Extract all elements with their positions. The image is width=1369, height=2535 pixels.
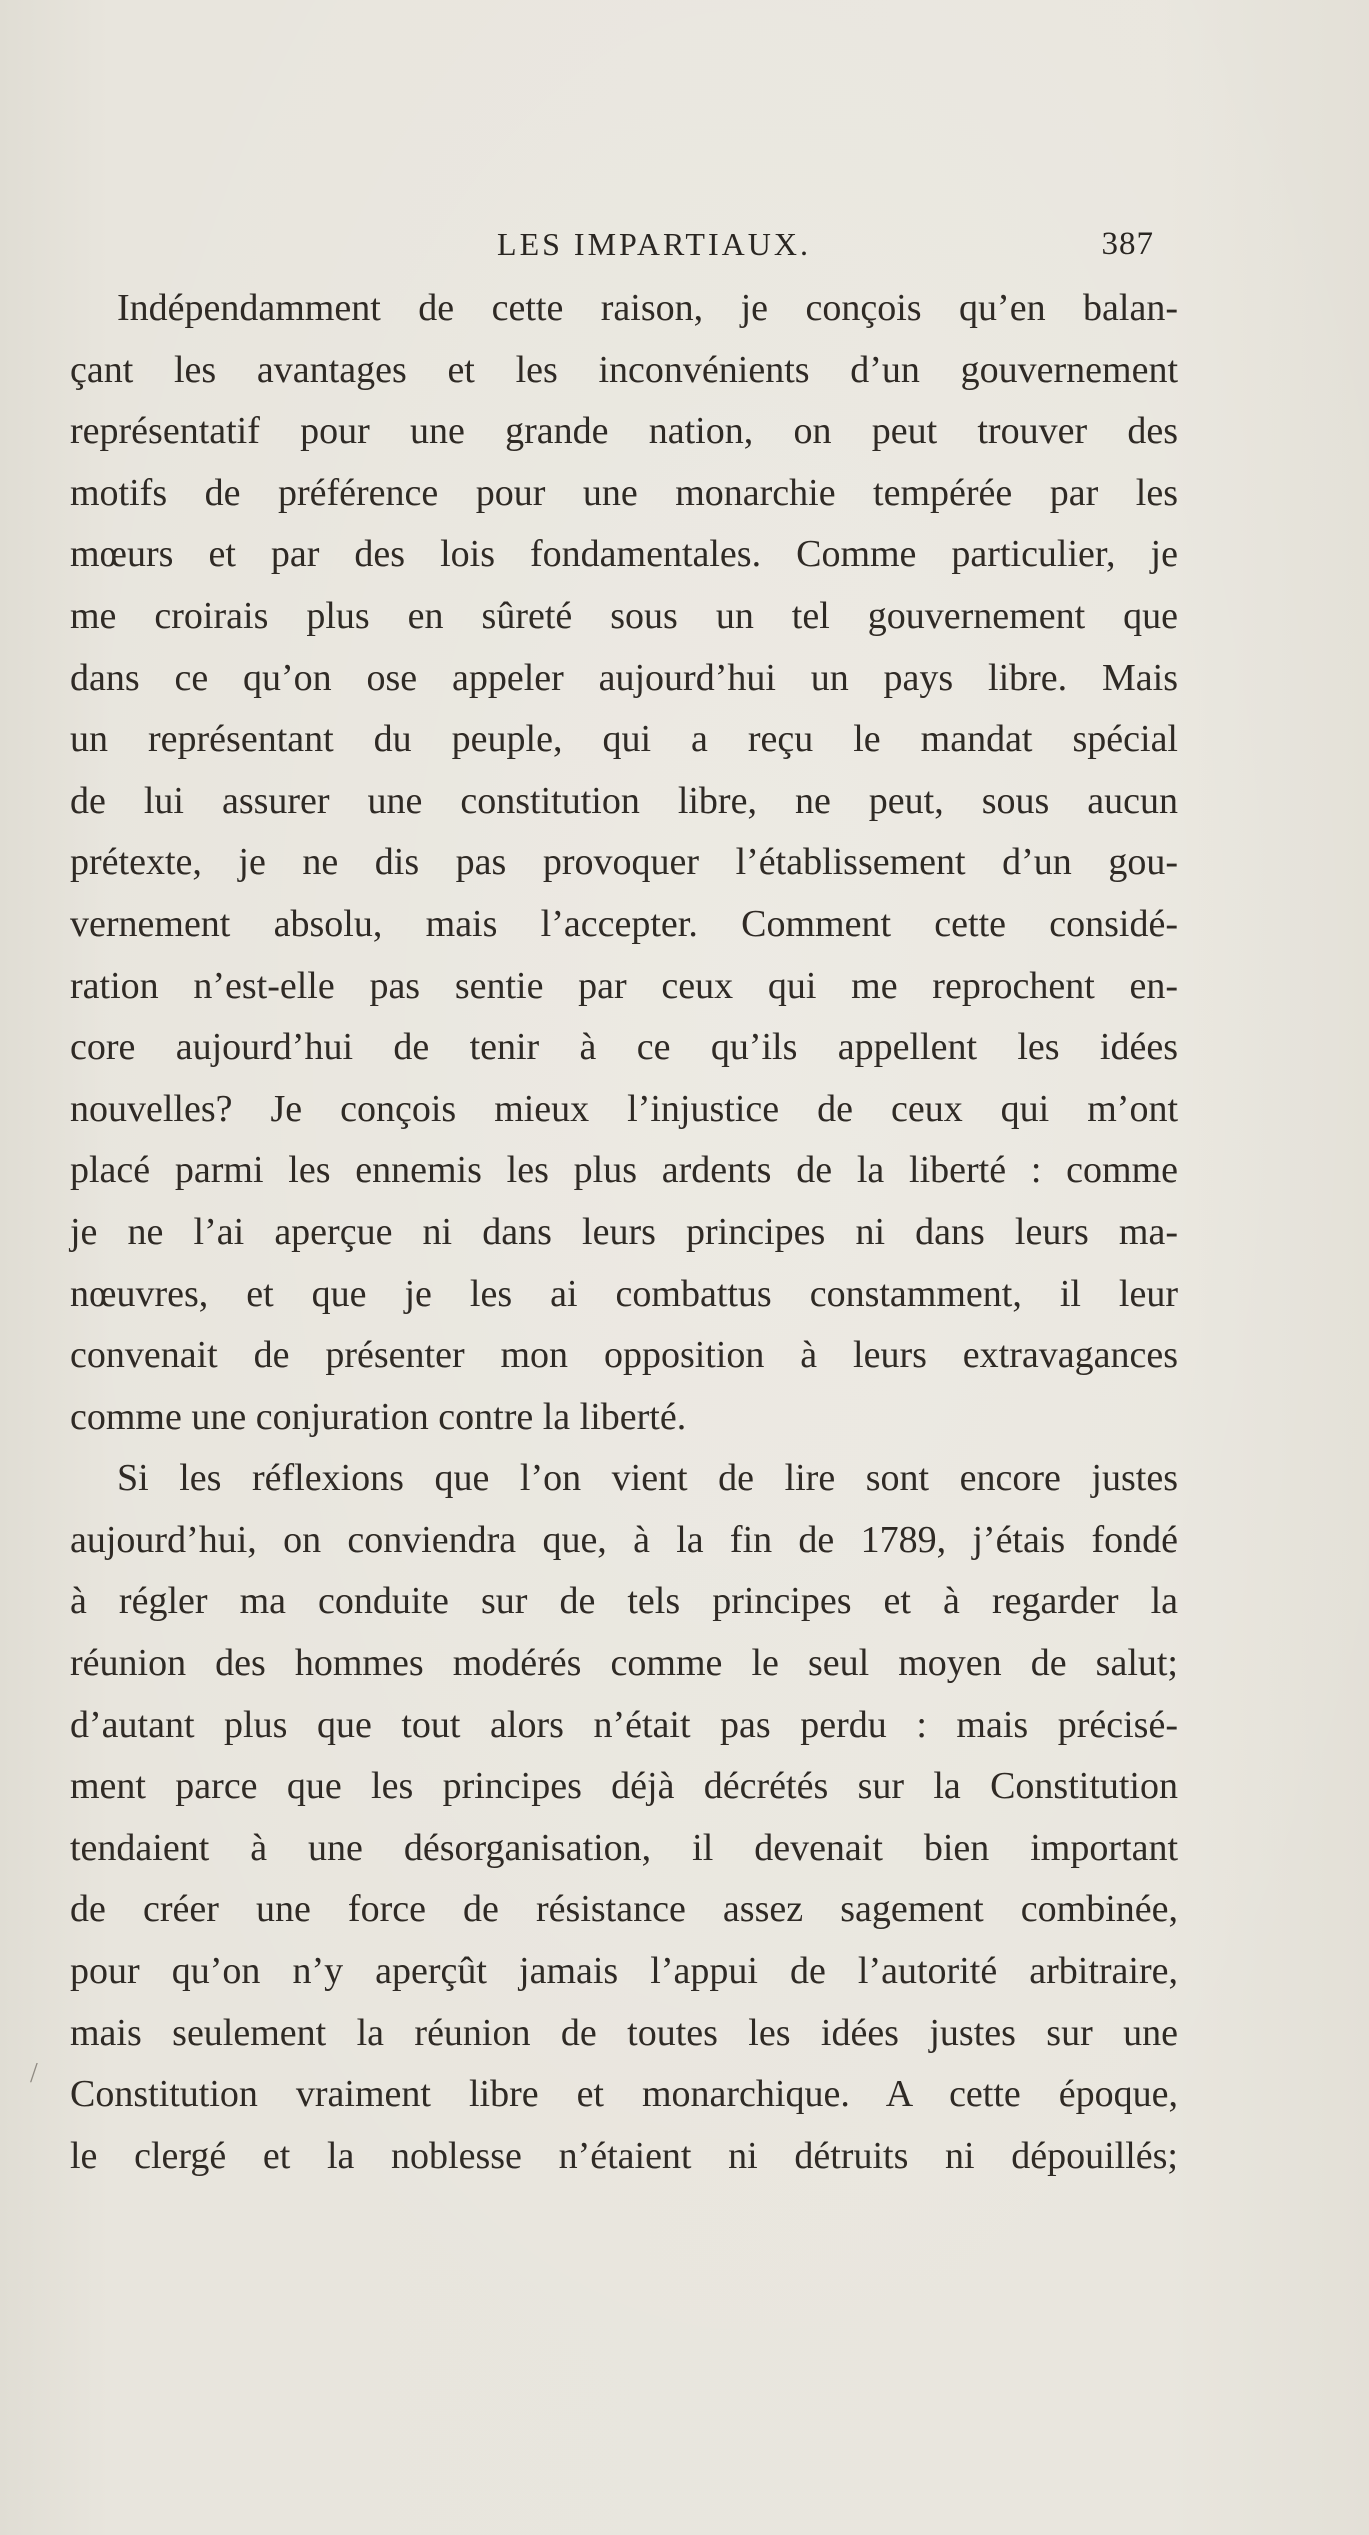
paragraph-last-line: comme une conjuration contre la liberté. — [70, 1395, 687, 1438]
text-line: de lui assurer une constitution libre, ne peut, sous aucun — [70, 779, 1178, 822]
text-line: core aujourd’hui de tenir à ce qu’ils appellent les idées — [70, 1026, 1178, 1069]
text-line: le clergé et la noblesse n’étaient ni détruits ni dépouillés; — [70, 2134, 1178, 2177]
text-line: pour qu’on n’y aperçût jamais l’appui de l’autorité arbitraire, — [70, 1950, 1178, 1993]
running-title: LES IMPARTIAUX. — [497, 226, 811, 262]
text-line: à régler ma conduite sur de tels principes et à regarder la — [70, 1580, 1178, 1623]
text-line: Constitution vraiment libre et monarchique. A cette époque, — [70, 2073, 1178, 2116]
page-header — [70, 226, 1178, 270]
text-line: convenait de présenter mon opposition à leurs extravagances — [70, 1334, 1178, 1377]
text-line: un représentant du peuple, qui a reçu le mandat spécial — [70, 718, 1178, 761]
text-line: Indépendamment de cette raison, je conçois qu’en balan- — [117, 287, 1178, 329]
text-line: tendaient à une désorganisation, il devenait bien important — [70, 1826, 1178, 1869]
text-line: aujourd’hui, on conviendra que, à la fin de 1789, j’étais fondé — [70, 1518, 1178, 1561]
text-line: placé parmi les ennemis les plus ardents de la liberté : comme — [70, 1149, 1178, 1192]
body-text — [70, 278, 1178, 2187]
text-line: nouvelles? Je conçois mieux l’injustice de ceux qui m’ont — [70, 1087, 1178, 1130]
text-line: je ne l’ai aperçue ni dans leurs principes ni dans leurs ma- — [70, 1210, 1178, 1253]
text-line: vernement absolu, mais l’accepter. Comment cette considé- — [70, 902, 1178, 945]
text-line: mais seulement la réunion de toutes les idées justes sur une — [70, 2011, 1178, 2054]
text-line: dans ce qu’on ose appeler aujourd’hui un pays libre. Mais — [70, 656, 1178, 699]
text-line: d’autant plus que tout alors n’était pas perdu : mais précisé- — [70, 1703, 1178, 1746]
text-line: çant les avantages et les inconvénients d’un gouvernement — [70, 348, 1178, 391]
text-line: mœurs et par des lois fondamentales. Comme particulier, je — [70, 533, 1178, 576]
text-line: ment parce que les principes déjà décrétés sur la Constitution — [70, 1765, 1178, 1808]
text-line: ration n’est-elle pas sentie par ceux qui me reprochent en- — [70, 964, 1178, 1007]
text-line: réunion des hommes modérés comme le seul moyen de salut; — [70, 1642, 1178, 1685]
page-number: 387 — [1101, 226, 1154, 262]
text-line: représentatif pour une grande nation, on peut trouver des — [70, 410, 1178, 453]
text-line: de créer une force de résistance assez sagement combinée, — [70, 1888, 1178, 1931]
text-line: motifs de préférence pour une monarchie tempérée par les — [70, 471, 1178, 514]
text-line: Si les réflexions que l’on vient de lire sont encore justes — [117, 1457, 1178, 1500]
text-line: nœuvres, et que je les ai combattus constamment, il leur — [70, 1272, 1178, 1315]
text-line: prétexte, je ne dis pas provoquer l’établissement d’un gou- — [70, 841, 1178, 884]
text-line: me croirais plus en sûreté sous un tel gouvernement que — [70, 594, 1178, 637]
margin-pencil-mark: / — [30, 2058, 38, 2089]
